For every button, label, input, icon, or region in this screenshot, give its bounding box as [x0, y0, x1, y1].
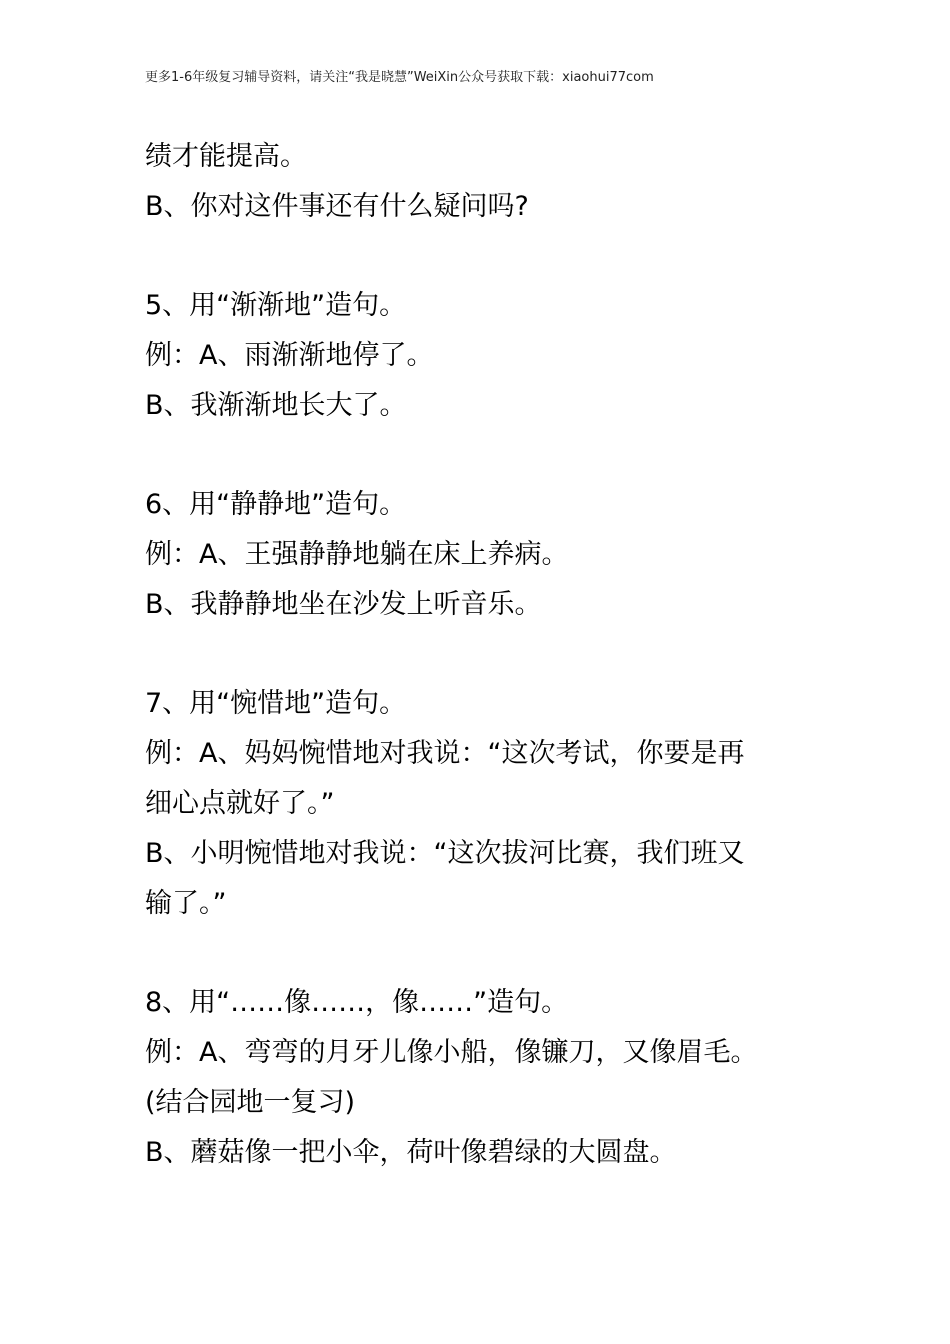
question-heading: 8、用“……像……，像……”造句。 [145, 987, 569, 1018]
text-line: 绩才能提高。 [145, 141, 307, 172]
example-line: 例：A、弯弯的月牙儿像小船，像镰刀，又像眉毛。 [145, 1037, 758, 1068]
text-line: B、你对这件事还有什么疑问吗? [145, 191, 529, 222]
document-body [145, 132, 825, 1178]
answer-line: B、小明惋惜地对我说：“这次拔河比赛，我们班又 [145, 838, 745, 869]
question-heading: 7、用“惋惜地”造句。 [145, 688, 407, 719]
answer-line: B、我渐渐地长大了。 [145, 390, 407, 421]
example-line: 例：A、妈妈惋惜地对我说：“这次考试，你要是再 [145, 738, 745, 769]
question-heading: 5、用“渐渐地”造句。 [145, 290, 407, 321]
example-line-continued: 细心点就好了。” [145, 788, 335, 819]
note-line: (结合园地一复习) [145, 1087, 356, 1118]
example-line: 例：A、雨渐渐地停了。 [145, 340, 434, 371]
section-gap [145, 630, 825, 679]
section-7 [145, 679, 825, 929]
question-heading: 6、用“静静地”造句。 [145, 489, 407, 520]
example-line: 例：A、王强静静地躺在床上养病。 [145, 539, 569, 570]
page-header: 更多1-6年级复习辅导资料，请关注“我是晓慧”WeiXin公众号获取下载：xiaohui77com [145, 70, 654, 85]
section-6 [145, 480, 825, 630]
section-gap [145, 431, 825, 480]
section-continuation [145, 132, 825, 232]
section-8 [145, 978, 825, 1178]
answer-line: B、蘑菇像一把小伞，荷叶像碧绿的大圆盘。 [145, 1137, 677, 1168]
section-gap [145, 929, 825, 978]
section-gap [145, 232, 825, 281]
answer-line-continued: 输了。” [145, 888, 227, 919]
answer-line: B、我静静地坐在沙发上听音乐。 [145, 589, 542, 620]
section-5 [145, 281, 825, 431]
